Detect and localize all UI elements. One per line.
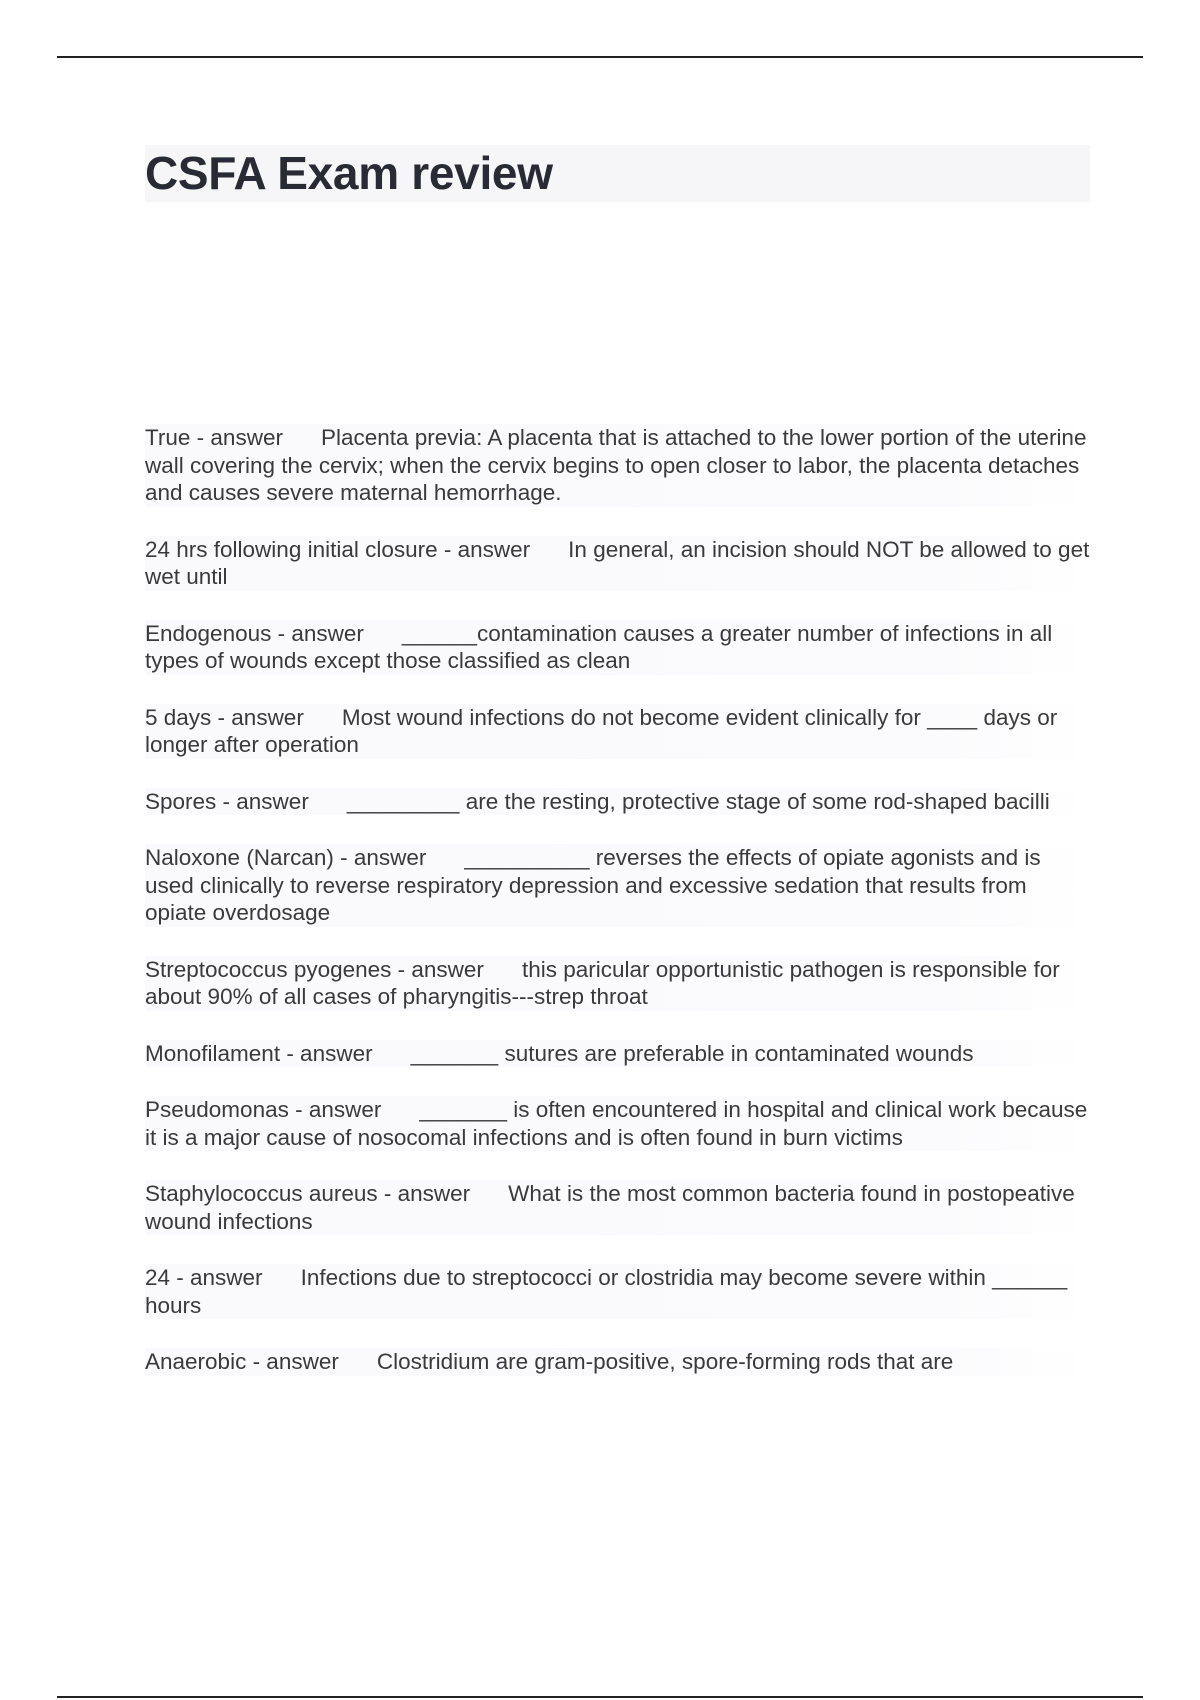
bottom-rule (57, 1696, 1143, 1698)
qa-answer: 5 days - answer (145, 704, 304, 730)
document-title: CSFA Exam review (145, 147, 553, 199)
qa-entry (145, 1040, 1090, 1068)
qa-question: _________ are the resting, protective stage of some rod-shaped bacilli (346, 788, 1050, 814)
qa-entry (145, 424, 1090, 507)
qa-question: Placenta previa: A placenta that is attached to the lower portion of the uterine wall covering the cervix; when the cervix begins to open closer to labor, the placenta detaches and causes severe maternal hemorrhage. (145, 425, 1087, 505)
qa-entry (145, 1180, 1090, 1235)
qa-entry (145, 788, 1090, 816)
qa-question: Clostridium are gram-positive, spore-forming rods that are (376, 1349, 954, 1374)
qa-answer: Staphylococcus aureus - answer (145, 1181, 471, 1206)
qa-answer: Pseudomonas - answer (145, 1097, 382, 1122)
qa-answer: Naloxone (Narcan) - answer (145, 845, 427, 870)
qa-answer: Anaerobic - answer (145, 1349, 339, 1374)
qa-question: this paricular opportunistic pathogen is responsible for about 90% of all cases of pharyngitis---strep throat (145, 956, 1060, 1009)
top-rule (57, 56, 1143, 58)
qa-entry (145, 844, 1090, 927)
qa-question: _______ is often encountered in hospital and clinical work because it is a major cause of nosocomal infections and is often found in burn victims (145, 1097, 1088, 1150)
qa-entry (145, 1348, 1090, 1376)
qa-answer: Streptococcus pyogenes - answer (145, 956, 484, 982)
qa-entry (145, 704, 1090, 759)
qa-entry (145, 536, 1090, 591)
qa-question: In general, an incision should NOT be allowed to get wet until (145, 536, 1090, 589)
qa-answer: 24 hrs following initial closure - answer (145, 536, 531, 562)
qa-entry (145, 956, 1090, 1011)
qa-question: Most wound infections do not become evident clinically for ____ days or longer after operation (145, 704, 1058, 757)
qa-question: Infections due to streptococci or clostridia may become severe within ______ hours (145, 1265, 1068, 1318)
qa-question: What is the most common bacteria found in postopeative wound infections (145, 1181, 1075, 1234)
qa-answer: Monofilament - answer (145, 1040, 373, 1066)
qa-question: __________ reverses the effects of opiate agonists and is used clinically to reverse respiratory depression and excessive sedation that results from opiate overdosage (145, 845, 1041, 925)
qa-answer: 24 - answer (145, 1265, 263, 1290)
qa-answer: Spores - answer (145, 788, 309, 814)
qa-question: ______contamination causes a greater number of infections in all types of wounds except those classified as clean (145, 620, 1053, 673)
qa-answer: True - answer (145, 425, 283, 450)
qa-entry (145, 1264, 1090, 1319)
qa-answer: Endogenous - answer (145, 620, 364, 646)
qa-list (145, 424, 1090, 1405)
qa-question: _______ sutures are preferable in contaminated wounds (410, 1040, 974, 1066)
qa-entry (145, 1096, 1090, 1151)
qa-entry (145, 620, 1090, 675)
